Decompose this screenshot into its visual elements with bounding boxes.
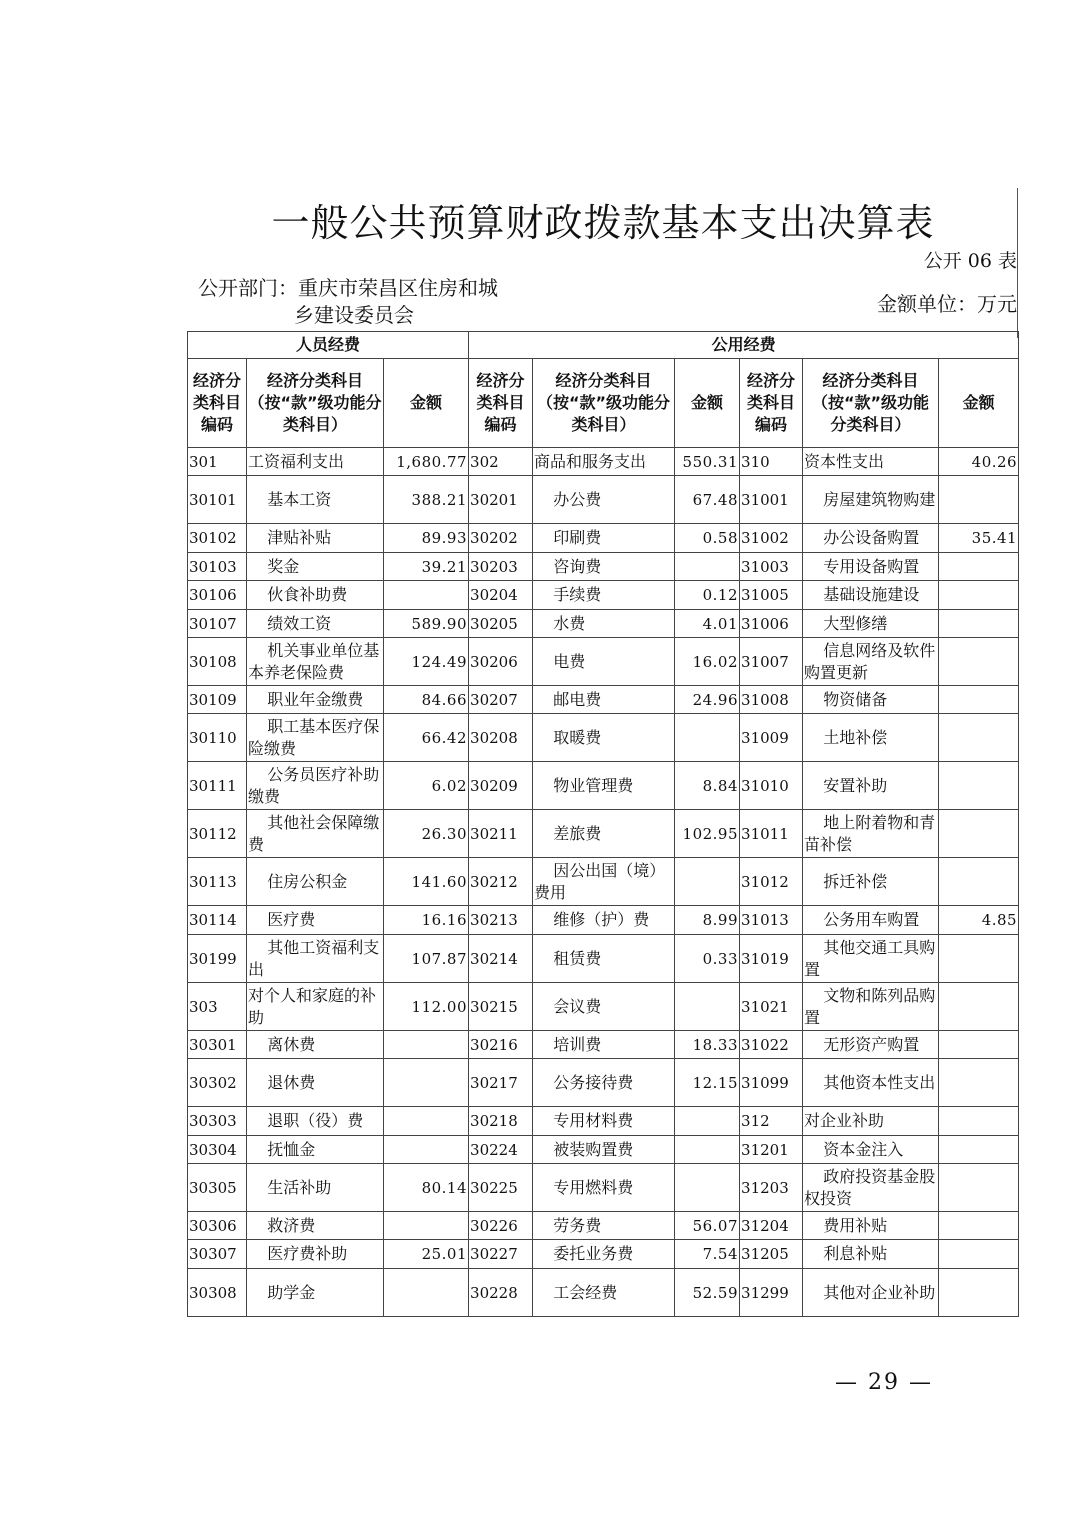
cell-name: 印刷费 (533, 524, 675, 553)
cell-amount: 4.85 (939, 906, 1019, 935)
header-name: 经济分类科目（按“款”级功能分类科目） (803, 359, 939, 448)
cell-code: 31006 (740, 610, 803, 638)
cell-name: 商品和服务支出 (533, 448, 675, 476)
cell-code: 30213 (469, 906, 533, 935)
cell-name: 差旅费 (533, 810, 675, 858)
cell-name: 其他交通工具购置 (803, 935, 939, 983)
cell-amount (939, 810, 1019, 858)
cell-amount (939, 1059, 1019, 1107)
cell-name: 政府投资基金股权投资 (803, 1164, 939, 1212)
cell-amount: 0.12 (675, 581, 740, 610)
cell-amount (675, 1164, 740, 1212)
header-name: 经济分类科目（按“款”级功能分类科目） (247, 359, 384, 448)
cell-amount: 52.59 (675, 1269, 740, 1317)
cell-name: 医疗费补助 (247, 1240, 384, 1269)
cell-amount: 141.60 (384, 858, 469, 906)
cell-code: 31021 (740, 983, 803, 1031)
cell-name: 离休费 (247, 1031, 384, 1059)
header-code: 经济分类科目编码 (469, 359, 533, 448)
cell-amount: 8.84 (675, 762, 740, 810)
cell-name: 绩效工资 (247, 610, 384, 638)
department-line-1: 公开部门：重庆市荣昌区住房和城 (198, 276, 498, 300)
cell-code: 30216 (469, 1031, 533, 1059)
cell-name: 职业年金缴费 (247, 686, 384, 714)
cell-name: 物资储备 (803, 686, 939, 714)
cell-amount (939, 610, 1019, 638)
cell-amount (939, 638, 1019, 686)
cell-code: 31099 (740, 1059, 803, 1107)
cell-amount (675, 858, 740, 906)
cell-amount (939, 1212, 1019, 1240)
cell-amount (384, 1212, 469, 1240)
table-row (188, 906, 1019, 935)
cell-code: 30207 (469, 686, 533, 714)
cell-name: 取暖费 (533, 714, 675, 762)
cell-code: 30199 (188, 935, 247, 983)
cell-name: 医疗费 (247, 906, 384, 935)
cell-amount: 56.07 (675, 1212, 740, 1240)
table-row (188, 1164, 1019, 1212)
cell-code: 30305 (188, 1164, 247, 1212)
cell-amount: 89.93 (384, 524, 469, 553)
table-row (188, 1136, 1019, 1164)
cell-amount: 84.66 (384, 686, 469, 714)
cell-amount: 124.49 (384, 638, 469, 686)
table-row (188, 1031, 1019, 1059)
cell-code: 30112 (188, 810, 247, 858)
cell-code: 31201 (740, 1136, 803, 1164)
table-row (188, 1059, 1019, 1107)
cell-name: 机关事业单位基本养老保险费 (247, 638, 384, 686)
page-title: 一般公共预算财政拨款基本支出决算表 (271, 201, 935, 245)
cell-amount (939, 858, 1019, 906)
cell-amount (939, 476, 1019, 524)
cell-name: 委托业务费 (533, 1240, 675, 1269)
cell-name: 手续费 (533, 581, 675, 610)
cell-name: 基本工资 (247, 476, 384, 524)
cell-name: 办公费 (533, 476, 675, 524)
group-header-row (188, 332, 1019, 359)
cell-code: 31001 (740, 476, 803, 524)
cell-code: 30308 (188, 1269, 247, 1317)
cell-amount: 80.14 (384, 1164, 469, 1212)
header-name: 经济分类科目（按“款”级功能分类科目） (533, 359, 675, 448)
header-amount: 金额 (939, 359, 1019, 448)
cell-name: 拆迁补偿 (803, 858, 939, 906)
cell-name: 职工基本医疗保险缴费 (247, 714, 384, 762)
cell-amount: 4.01 (675, 610, 740, 638)
cell-amount: 6.02 (384, 762, 469, 810)
cell-code: 30226 (469, 1212, 533, 1240)
cell-name: 工会经费 (533, 1269, 675, 1317)
cell-code: 312 (740, 1107, 803, 1136)
table-row (188, 1212, 1019, 1240)
cell-amount (939, 553, 1019, 581)
cell-name: 工资福利支出 (247, 448, 384, 476)
cell-name: 基础设施建设 (803, 581, 939, 610)
cell-code: 31011 (740, 810, 803, 858)
table-row (188, 858, 1019, 906)
cell-code: 30212 (469, 858, 533, 906)
cell-amount (675, 983, 740, 1031)
cell-name: 被装购置费 (533, 1136, 675, 1164)
table-row (188, 810, 1019, 858)
cell-code: 30203 (469, 553, 533, 581)
cell-code: 30109 (188, 686, 247, 714)
cell-name: 救济费 (247, 1212, 384, 1240)
cell-amount (939, 1031, 1019, 1059)
cell-code: 31299 (740, 1269, 803, 1317)
cell-code: 30225 (469, 1164, 533, 1212)
table-row (188, 935, 1019, 983)
cell-code: 31204 (740, 1212, 803, 1240)
cell-code: 301 (188, 448, 247, 476)
cell-name: 安置补助 (803, 762, 939, 810)
cell-amount: 39.21 (384, 553, 469, 581)
column-header-row (188, 359, 1019, 448)
cell-name: 奖金 (247, 553, 384, 581)
cell-amount: 12.15 (675, 1059, 740, 1107)
cell-code: 30215 (469, 983, 533, 1031)
cell-amount: 0.33 (675, 935, 740, 983)
cell-name: 公务用车购置 (803, 906, 939, 935)
cell-name: 租赁费 (533, 935, 675, 983)
cell-amount: 26.30 (384, 810, 469, 858)
cell-name: 地上附着物和青苗补偿 (803, 810, 939, 858)
cell-amount (939, 686, 1019, 714)
cell-name: 会议费 (533, 983, 675, 1031)
cell-code: 31005 (740, 581, 803, 610)
cell-code: 30304 (188, 1136, 247, 1164)
cell-amount: 16.02 (675, 638, 740, 686)
cell-amount: 35.41 (939, 524, 1019, 553)
cell-code: 31012 (740, 858, 803, 906)
cell-name: 其他工资福利支出 (247, 935, 384, 983)
table-row (188, 1240, 1019, 1269)
cell-name: 专用设备购置 (803, 553, 939, 581)
cell-amount: 0.58 (675, 524, 740, 553)
table-row (188, 762, 1019, 810)
cell-code: 30101 (188, 476, 247, 524)
cell-amount: 112.00 (384, 983, 469, 1031)
cell-name: 无形资产购置 (803, 1031, 939, 1059)
cell-code: 31010 (740, 762, 803, 810)
cell-amount (939, 714, 1019, 762)
page-number: — 29 — (835, 1370, 933, 1395)
cell-code: 302 (469, 448, 533, 476)
cell-code: 30111 (188, 762, 247, 810)
cell-code: 30303 (188, 1107, 247, 1136)
cell-amount (384, 1136, 469, 1164)
cell-amount (675, 553, 740, 581)
cell-code: 30302 (188, 1059, 247, 1107)
cell-amount: 66.42 (384, 714, 469, 762)
cell-name: 房屋建筑物购建 (803, 476, 939, 524)
cell-code: 30102 (188, 524, 247, 553)
cell-amount: 107.87 (384, 935, 469, 983)
cell-name: 其他社会保障缴费 (247, 810, 384, 858)
cell-name: 生活补助 (247, 1164, 384, 1212)
cell-amount (384, 1269, 469, 1317)
cell-code: 30307 (188, 1240, 247, 1269)
cell-amount: 16.16 (384, 906, 469, 935)
cell-amount: 25.01 (384, 1240, 469, 1269)
cell-code: 30301 (188, 1031, 247, 1059)
group-public: 公用经费 (469, 332, 1019, 359)
cell-amount (939, 1269, 1019, 1317)
cell-name: 助学金 (247, 1269, 384, 1317)
cell-code: 30113 (188, 858, 247, 906)
amount-unit: 金额单位：万元 (877, 292, 1017, 316)
cell-name: 咨询费 (533, 553, 675, 581)
cell-name: 维修（护）费 (533, 906, 675, 935)
table-row (188, 1269, 1019, 1317)
cell-code: 30208 (469, 714, 533, 762)
cell-code: 30103 (188, 553, 247, 581)
cell-code: 30202 (469, 524, 533, 553)
cell-code: 30209 (469, 762, 533, 810)
cell-code: 30224 (469, 1136, 533, 1164)
cell-amount: 40.26 (939, 448, 1019, 476)
cell-amount: 102.95 (675, 810, 740, 858)
table-row (188, 983, 1019, 1031)
department (198, 275, 498, 329)
cell-code: 31203 (740, 1164, 803, 1212)
table-row (188, 638, 1019, 686)
cell-code: 30218 (469, 1107, 533, 1136)
cell-name: 邮电费 (533, 686, 675, 714)
cell-name: 资本金注入 (803, 1136, 939, 1164)
cell-code: 31019 (740, 935, 803, 983)
cell-name: 退职（役）费 (247, 1107, 384, 1136)
table-row (188, 524, 1019, 553)
table-row (188, 581, 1019, 610)
cell-amount: 24.96 (675, 686, 740, 714)
right-border-rule (1017, 188, 1018, 338)
cell-code: 31013 (740, 906, 803, 935)
cell-name: 公务接待费 (533, 1059, 675, 1107)
cell-amount: 18.33 (675, 1031, 740, 1059)
cell-name: 资本性支出 (803, 448, 939, 476)
cell-name: 因公出国（境）费用 (533, 858, 675, 906)
cell-code: 31009 (740, 714, 803, 762)
cell-code: 30214 (469, 935, 533, 983)
cell-name: 退休费 (247, 1059, 384, 1107)
cell-amount: 8.99 (675, 906, 740, 935)
cell-name: 伙食补助费 (247, 581, 384, 610)
cell-name: 其他资本性支出 (803, 1059, 939, 1107)
cell-code: 31022 (740, 1031, 803, 1059)
cell-amount: 550.31 (675, 448, 740, 476)
cell-amount (939, 983, 1019, 1031)
cell-code: 31003 (740, 553, 803, 581)
header-amount: 金额 (384, 359, 469, 448)
header-amount: 金额 (675, 359, 740, 448)
cell-name: 对个人和家庭的补助 (247, 983, 384, 1031)
department-line-2: 乡建设委员会 (294, 303, 414, 327)
table-row (188, 448, 1019, 476)
cell-name: 住房公积金 (247, 858, 384, 906)
cell-name: 文物和陈列品购置 (803, 983, 939, 1031)
cell-code: 31002 (740, 524, 803, 553)
cell-name: 信息网络及软件购置更新 (803, 638, 939, 686)
cell-amount (384, 581, 469, 610)
table-row (188, 476, 1019, 524)
cell-code: 30108 (188, 638, 247, 686)
expenditure-table (187, 331, 1019, 1317)
cell-amount (939, 762, 1019, 810)
cell-code: 310 (740, 448, 803, 476)
cell-name: 培训费 (533, 1031, 675, 1059)
cell-code: 31007 (740, 638, 803, 686)
cell-code: 30211 (469, 810, 533, 858)
cell-amount (939, 935, 1019, 983)
cell-name: 费用补贴 (803, 1212, 939, 1240)
table-row (188, 553, 1019, 581)
group-personnel: 人员经费 (188, 332, 469, 359)
cell-amount (384, 1031, 469, 1059)
cell-code: 31205 (740, 1240, 803, 1269)
cell-name: 专用材料费 (533, 1107, 675, 1136)
cell-name: 公务员医疗补助缴费 (247, 762, 384, 810)
cell-name: 劳务费 (533, 1212, 675, 1240)
cell-name: 办公设备购置 (803, 524, 939, 553)
cell-amount (384, 1107, 469, 1136)
cell-amount (939, 581, 1019, 610)
cell-code: 30107 (188, 610, 247, 638)
cell-name: 专用燃料费 (533, 1164, 675, 1212)
cell-name: 津贴补贴 (247, 524, 384, 553)
cell-amount: 7.54 (675, 1240, 740, 1269)
table-row (188, 1107, 1019, 1136)
cell-code: 303 (188, 983, 247, 1031)
cell-name: 对企业补助 (803, 1107, 939, 1136)
cell-name: 其他对企业补助 (803, 1269, 939, 1317)
cell-amount (939, 1164, 1019, 1212)
cell-amount (384, 1059, 469, 1107)
cell-name: 电费 (533, 638, 675, 686)
cell-amount: 388.21 (384, 476, 469, 524)
cell-amount (939, 1107, 1019, 1136)
cell-code: 30227 (469, 1240, 533, 1269)
header-code: 经济分类科目编码 (740, 359, 803, 448)
cell-name: 抚恤金 (247, 1136, 384, 1164)
cell-code: 30201 (469, 476, 533, 524)
cell-code: 30217 (469, 1059, 533, 1107)
cell-code: 30228 (469, 1269, 533, 1317)
cell-code: 30206 (469, 638, 533, 686)
cell-amount (939, 1136, 1019, 1164)
cell-name: 物业管理费 (533, 762, 675, 810)
cell-name: 土地补偿 (803, 714, 939, 762)
cell-amount (675, 1107, 740, 1136)
cell-name: 利息补贴 (803, 1240, 939, 1269)
cell-code: 30106 (188, 581, 247, 610)
cell-code: 31008 (740, 686, 803, 714)
cell-amount: 589.90 (384, 610, 469, 638)
cell-amount (675, 1136, 740, 1164)
table-row (188, 610, 1019, 638)
cell-amount (939, 1240, 1019, 1269)
cell-code: 30205 (469, 610, 533, 638)
cell-code: 30204 (469, 581, 533, 610)
cell-amount: 1,680.77 (384, 448, 469, 476)
cell-code: 30114 (188, 906, 247, 935)
form-number: 公开 06 表 (923, 250, 1017, 272)
cell-code: 30306 (188, 1212, 247, 1240)
cell-amount (675, 714, 740, 762)
cell-code: 30110 (188, 714, 247, 762)
table-row (188, 686, 1019, 714)
table-row (188, 714, 1019, 762)
cell-amount: 67.48 (675, 476, 740, 524)
cell-name: 大型修缮 (803, 610, 939, 638)
cell-name: 水费 (533, 610, 675, 638)
header-code: 经济分类科目编码 (188, 359, 247, 448)
